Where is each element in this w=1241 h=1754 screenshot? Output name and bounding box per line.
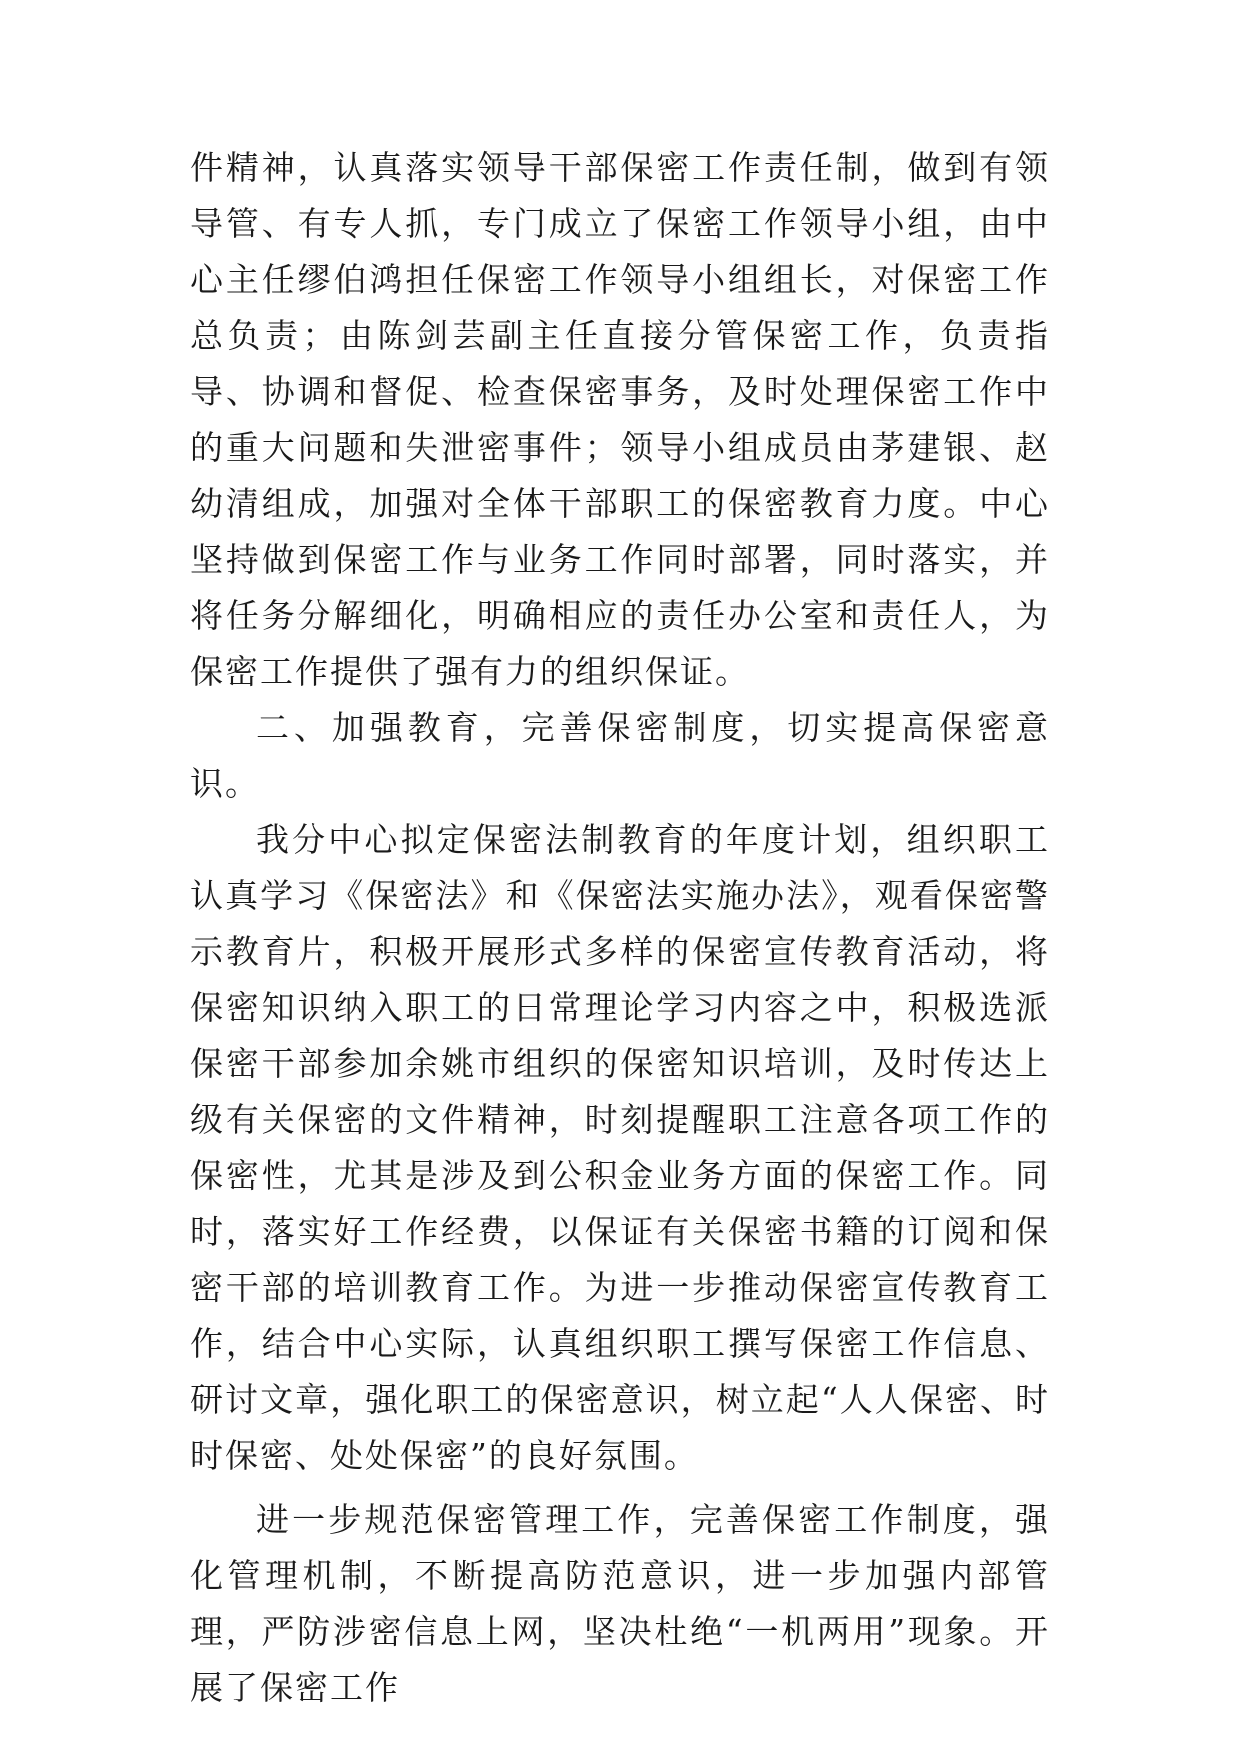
paragraph-4: 进一步规范保密管理工作，完善保密工作制度，强化管理机制，不断提高防范意识，进一步加强内部管理，严防涉密信息上网，坚决杜绝“一机两用”现象。开展了保密工作 xyxy=(190,1500,1050,1707)
paragraph-3: 我分中心拟定保密法制教育的年度计划，组织职工认真学习《保密法》和《保密法实施办法》，观看保密警示教育片，积极开展形式多样的保密宣传教育活动，将保密知识纳入职工的日常理论学习内容之中，积极选派保密干部参加余姚市组织的保密知识培训，及时传达上级有关保密的文件精神，时刻提醒职工注意各项工作的保密性，尤其是涉及到公积金业务方面的保密工作。同时，落实好工作经费，以保证有关保密书籍的订阅和保密干部的培训教育工作。为进一步推动保密宣传教育工作，结合中心实际，认真组织职工撰写保密工作信息、研讨文章，强化职工的保密意识，树立起“人人保密、时时保密、处处保密”的良好氛围。 xyxy=(190,820,1050,1475)
document-body xyxy=(190,140,1050,1716)
section-heading-2: 二、加强教育，完善保密制度，切实提高保密意识。 xyxy=(190,708,1050,803)
paragraph-1: 件精神，认真落实领导干部保密工作责任制，做到有领导管、有专人抓，专门成立了保密工作领导小组，由中心主任缪伯鸿担任保密工作领导小组组长，对保密工作总负责；由陈剑芸副主任直接分管保密工作，负责指导、协调和督促、检查保密事务，及时处理保密工作中的重大问题和失泄密事件；领导小组成员由茅建银、赵幼清组成，加强对全体干部职工的保密教育力度。中心坚持做到保密工作与业务工作同时部署，同时落实，并将任务分解细化，明确相应的责任办公室和责任人，为保密工作提供了强有力的组织保证。 xyxy=(190,148,1050,691)
